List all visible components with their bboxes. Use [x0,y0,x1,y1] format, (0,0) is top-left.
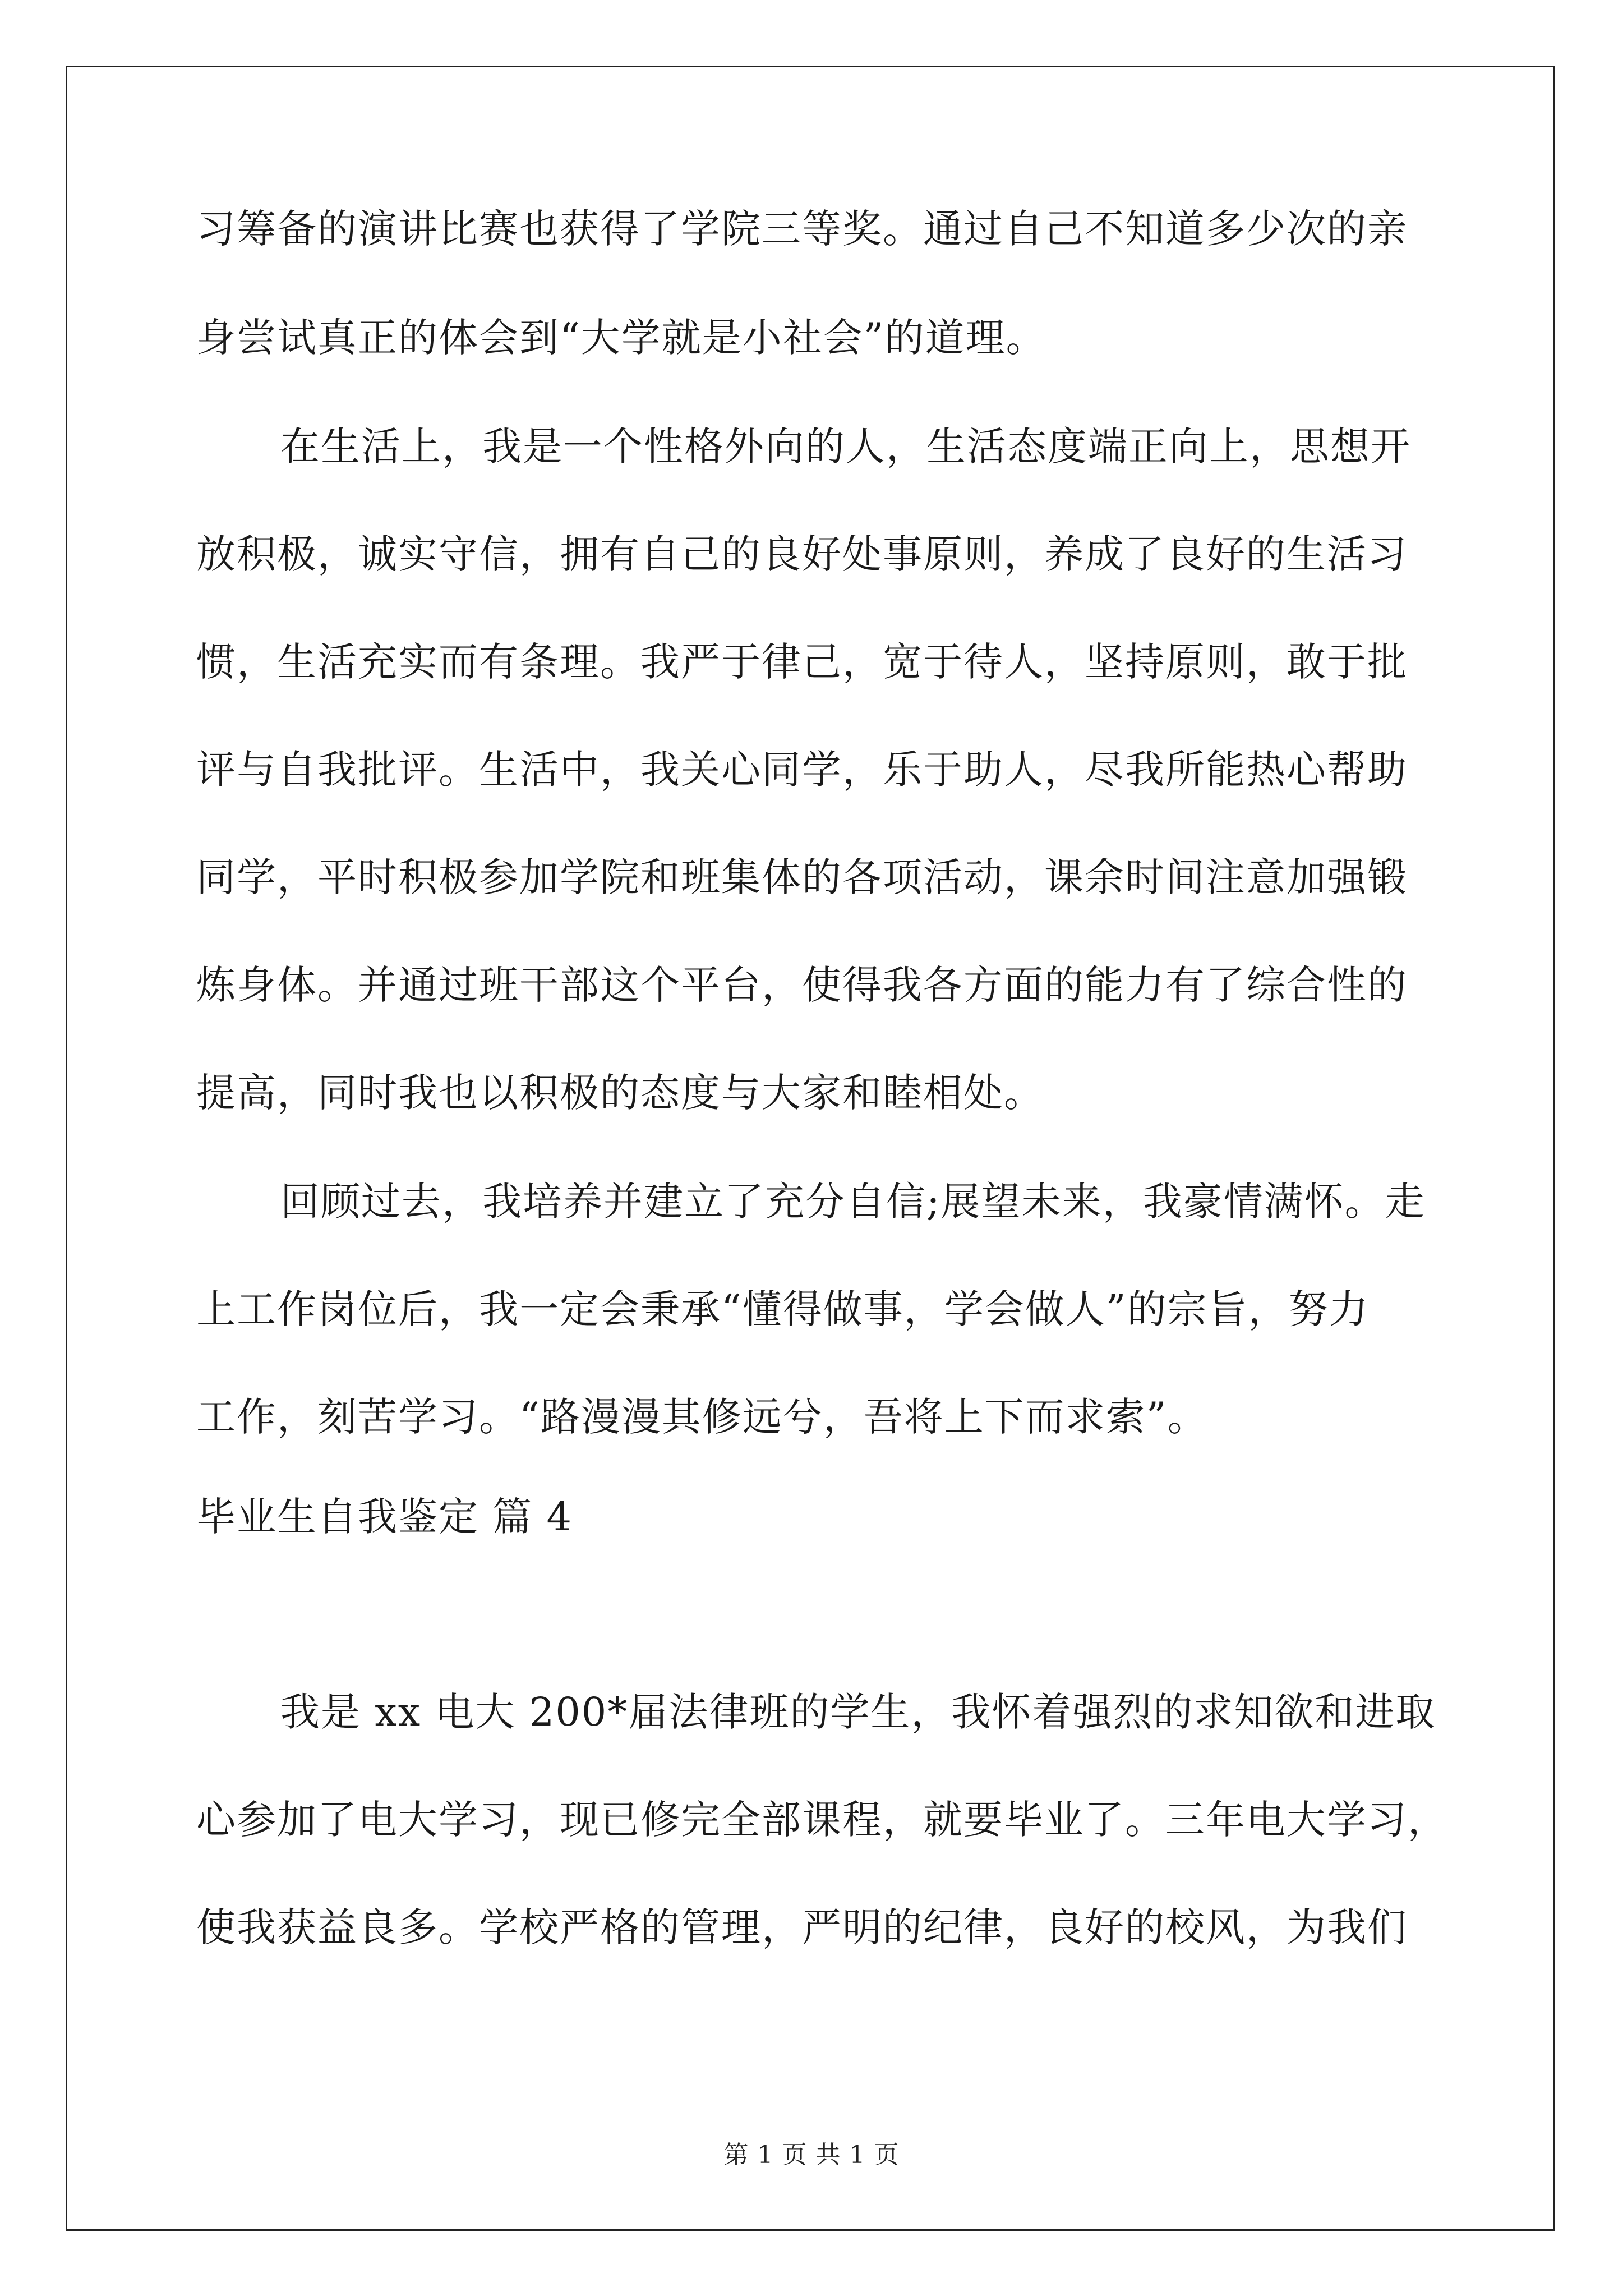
text-line: 心参加了电大学习，现已修完全部课程，就要毕业了。三年电大学习， [196,1797,1448,1843]
text-line: 提高，同时我也以积极的态度与大家和睦相处。 [196,1070,1044,1116]
text-line: 评与自我批评。生活中，我关心同学，乐于助人，尽我所能热心帮助 [196,747,1408,793]
text-line: 惯，生活充实而有条理。我严于律己，宽于待人，坚持原则，敢于批 [196,639,1408,685]
section-heading: 毕业生自我鉴定 篇 4 [196,1494,573,1540]
text-line: 习筹备的演讲比赛也获得了学院三等奖。通过自己不知道多少次的亲 [196,206,1408,252]
paragraph-3 [196,1175,1430,1444]
text-line: 我是 xx 电大 200*届法律班的学生，我怀着强烈的求知欲和进取 [280,1689,1436,1735]
document-body [196,202,1448,1954]
text-line: 回顾过去，我培养并建立了充分自信;展望未来，我豪情满怀。走 [280,1179,1426,1225]
text-line: 在生活上，我是一个性格外向的人，生活态度端正向上，思想开 [280,424,1411,470]
text-line: 炼身体。并通过班干部这个平台，使得我各方面的能力有了综合性的 [196,962,1408,1008]
text-line: 同学，平时积极参加学院和班集体的各项活动，课余时间注意加强锻 [196,854,1408,900]
paragraph-1 [196,202,1430,365]
text-line: 身尝试真正的体会到“大学就是小社会”的道理。 [196,315,1046,361]
text-line: 工作，刻苦学习。“路漫漫其修远兮，吾将上下而求索”。 [196,1394,1208,1440]
text-line: 放积极，诚实守信，拥有自己的良好处事原则，养成了良好的生活习 [196,531,1408,577]
paragraph-4 [196,1685,1448,1954]
text-line: 使我获益良多。学校严格的管理，严明的纪律，良好的校风，为我们 [196,1904,1408,1950]
text-line: 上工作岗位后，我一定会秉承“懂得做事，学会做人”的宗旨，努力 [196,1286,1370,1332]
page-number-footer: 第 1 页 共 1 页 [723,2141,900,2169]
paragraph-2 [196,420,1430,1120]
